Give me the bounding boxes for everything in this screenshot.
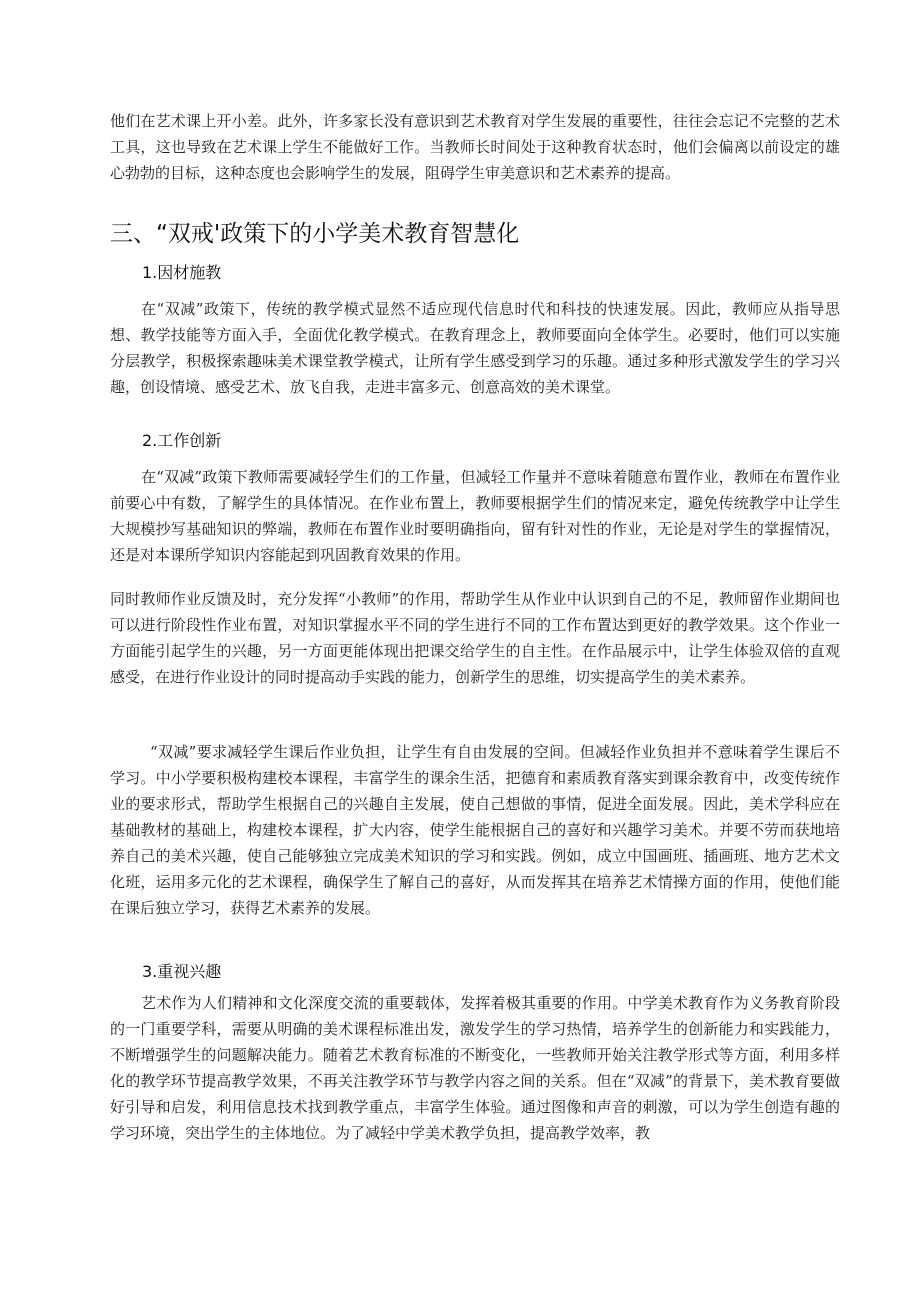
paragraph-homework-feedback: 同时教师作业反馈及时，充分发挥“小教师”的作用，帮助学生从作业中认识到自己的不足，教师留作业期间也可以进行阶段性作业布置，对知识掌握水平不同的学生进行不同的工作布置达到更好的教学效果。这个作业一方面能引起学生的兴趣，另一方面更能体现出把课交给学生的自主性。在作品展示中，让学生体验双倍的直观感受，在进行作业设计的同时提高动手实践的能力，创新学生的思维，切实提高学生的美术素养。 <box>110 590 840 686</box>
paragraph-valuing-interest: 艺术作为人们精神和文化深度交流的重要载体，发挥着极其重要的作用。中学美术教育作为义务教育阶段的一门重要学科，需要从明确的美术课程标准出发，激发学生的学习热情，培养学生的创新能力和实践能力，不断增强学生的问题解决能力。随着艺术教育标准的不断变化，一些教师开始关注教学形式等方面，利用多样化的教学环节提高教学效果，不再关注教学环节与教学内容之间的关系。但在“双减”的背景下，美术教育要做好引导和启发，利用信息技术找到教学重点，丰富学生体验。通过图像和声音的刺激，可以为学生创造有趣的学习环境，突出学生的主体地位。为了减轻中学美术教学负担，提高教学效率，教 <box>110 994 840 1142</box>
paragraph-intro-continuation: 他们在艺术课上开小差。此外，许多家长没有意识到艺术教育对学生发展的重要性，往往会忘记不完整的艺术工具，这也导致在艺术课上学生不能做好工作。当教师长时间处于这种教育状态时，他们会偏离以前设定的雄心勃勃的目标，这种态度也会影响学生的发展，阻碍学生审美意识和艺术素养的提高。 <box>110 112 840 182</box>
subheading-3: 3.重视兴趣 <box>142 962 222 981</box>
paragraph-school-curriculum: “双减”要求减轻学生课后作业负担，让学生有自由发展的空间。但减轻作业负担并不意味着学生课后不学习。中小学要积极构建校本课程，丰富学生的课余生活，把德育和素质教育落实到课余教育中，改变传统作业的要求形式，帮助学生根据自己的兴趣自主发展，使自己想做的事情，促进全面发展。因此，美术学科应在基础教材的基础上，构建校本课程，扩大内容，使学生能根据自己的喜好和兴趣学习美术。并要不劳而获地培养自己的美术兴趣，使自己能够独立完成美术知识的学习和实践。例如，成立中国画班、插画班、地方艺术文化班，运用多元化的艺术课程，确保学生了解自己的喜好，从而发挥其在培养艺术情操方面的作用，使他们能在课后独立学习，获得艺术素养的发展。 <box>110 743 840 917</box>
paragraph-teaching-by-aptitude: 在“双减”政策下，传统的教学模式显然不适应现代信息时代和科技的快速发展。因此，教师应从指导思想、教学技能等方面入手，全面优化教学模式。在教育理念上，教师要面向全体学生。必要时，他们可以实施分层教学，积极探索趣味美术课堂教学模式，让所有学生感受到学习的乐趣。通过多种形式激发学生的学习兴趣，创设情境、感受艺术、放飞自我，走进丰富多元、创意高效的美术课堂。 <box>110 300 840 396</box>
section-heading-3: 三、“双戒'政策下的小学美术教育智慧化 <box>110 221 520 247</box>
paragraph-work-innovation: 在“双减”政策下教师需要减轻学生们的工作量，但减轻工作量并不意味着随意布置作业，教师在布置作业前要心中有数，了解学生的具体情况。在作业布置上，教师要根据学生们的情况来定，避免传统教学中让学生大规模抄写基础知识的弊端，教师在布置作业时要明确指向，留有针对性的作业，无论是对学生的掌握情况，还是对本课所学知识内容能起到巩固教育效果的作用。 <box>110 468 840 564</box>
subheading-2: 2.工作创新 <box>142 431 222 450</box>
subheading-1: 1.因材施教 <box>142 263 222 282</box>
